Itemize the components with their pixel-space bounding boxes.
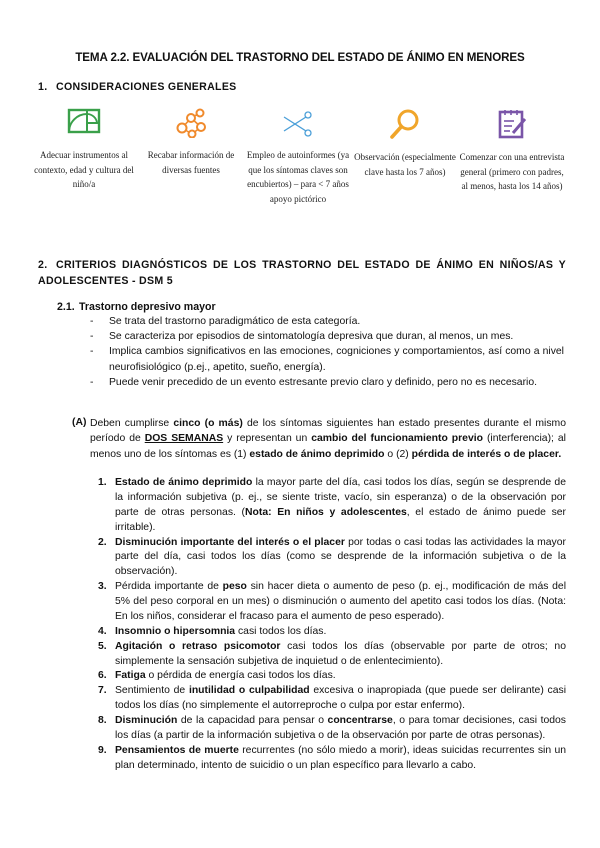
- list-item: - Se caracteriza por episodios de sintomatología depresiva que duran, al menos, un mes.: [90, 329, 564, 344]
- section-1-number: 1.: [38, 81, 48, 93]
- icon-column-4: [349, 108, 461, 179]
- list-item: - Se trata del trastorno paradigmático de esta categoría.: [90, 314, 564, 329]
- icon-column-1: [28, 108, 140, 192]
- subsection-title: Trastorno depresivo mayor: [79, 301, 216, 313]
- symptom-list: [98, 476, 566, 774]
- notepad-icon: [495, 108, 529, 140]
- disorder-bullet-list: [90, 314, 564, 390]
- section-2-number: 2.: [38, 259, 48, 271]
- list-item: 5. Agitación o retraso psicomotor casi todos los días (observable por parte de otros; no simplemente la sensación subjetiva de inquietud o de enlentecimiento).: [98, 640, 566, 667]
- icon-column-2: [135, 108, 247, 177]
- icon-caption-1: Adecuar instrumentos al contexto, edad y cultura del niño/a: [34, 150, 134, 190]
- icon-column-5: [456, 108, 568, 194]
- scissors-icon: [280, 108, 316, 138]
- icon-caption-2: Recabar información de diversas fuentes: [147, 150, 235, 175]
- considerations-icon-row: [28, 108, 583, 248]
- page-title: TEMA 2.2. EVALUACIÓN DEL TRASTORNO DEL ESTADO DE ÁNIMO EN MENORES: [75, 51, 525, 64]
- icon-caption-5: Comenzar con una entrevista general (primero con padres, al menos, hasta los 14 años): [459, 152, 565, 192]
- icon-column-3: [242, 108, 354, 206]
- list-item: 7. Sentimiento de inutilidad o culpabilidad excesiva o inapropiada (que puede ser delirante) casi todos los días (no simplemente el autorreproche o culpa por estar enfermo).: [98, 685, 567, 712]
- criterion-a: [72, 416, 566, 462]
- magnifier-icon: [388, 108, 422, 140]
- criterion-a-text: Deben cumplirse cinco (o más) de los síntomas siguientes han estado presentes durante el mismo período de DOS SEMANAS y representan un cambio del funcionamiento previo (interferencia); al menos uno de los síntomas es (1) estado de ánimo deprimido o (2) pérdida de interés o de placer.: [90, 418, 566, 460]
- golden-ratio-icon: [67, 108, 101, 138]
- list-item: - Implica cambios significativos en las emociones, cogniciones y comportamientos, así como a nivel neurofisiológico (p.ej., apetito, sueño, energía).: [90, 344, 564, 374]
- list-item: - Puede venir precedido de un evento estresante previo claro y definido, pero no es necesario.: [90, 375, 564, 390]
- subsection-2-1-heading: [57, 300, 216, 315]
- section-2-title: CRITERIOS DIAGNÓSTICOS DE LOS TRASTORNO DEL ESTADO DE ÁNIMO EN NIÑOS/AS Y ADOLESCENTES - DSM 5: [38, 259, 566, 288]
- list-item: 2. Disminución importante del interés o el placer por todas o casi todas las actividades la mayor parte del día, casi todos los días (como se desprende de la información subjetiva o de la observación).: [98, 536, 566, 578]
- criterion-a-label: (A): [72, 417, 87, 428]
- list-item: 6. Fatiga o pérdida de energía casi todos los días.: [98, 670, 336, 682]
- list-item: 1. Estado de ánimo deprimido la mayor parte del día, casi todos los días, según se desprende de la información subjetiva (p. ej., se siente triste, vacío, sin esperanza) o de la observación por parte de otras personas. (Nota: En niños y adolescentes, el estado de ánimo puede ser irritable).: [98, 477, 566, 533]
- icon-caption-4: Observación (especialmente clave hasta los 7 años): [354, 152, 456, 177]
- icon-caption-3: Empleo de autoinformes (ya que los síntomas claves son encubiertos) – para < 7 años apoyo pictórico: [246, 150, 350, 204]
- list-item: 8. Disminución de la capacidad para pensar o concentrarse, o para tomar decisiones, casi todos los días (a partir de la información subjetiva o de la observación por parte de otras personas).: [98, 715, 566, 741]
- section-1-heading: [38, 80, 237, 95]
- list-item: 9. Pensamientos de muerte recurrentes (no sólo miedo a morir), ideas suicidas recurrentes sin un plan determinado, intento de suicidio o un plan específico para llevarlo a cabo.: [98, 744, 567, 771]
- section-2-heading: [38, 257, 566, 290]
- list-item: 4. Insomnio o hipersomnia casi todos los días.: [98, 625, 327, 637]
- list-item: 3. Pérdida importante de peso sin hacer dieta o aumento de peso (p. ej., modificación de más del 5% del peso corporal en un mes) o disminución o aumento del apetito casi todos los días. (Nota: En los niños, considerar el fracaso para el aumento de peso esperado).: [98, 581, 567, 622]
- network-nodes-icon: [173, 108, 209, 138]
- subsection-number: 2.1.: [57, 301, 75, 313]
- section-1-title: CONSIDERACIONES GENERALES: [56, 81, 237, 93]
